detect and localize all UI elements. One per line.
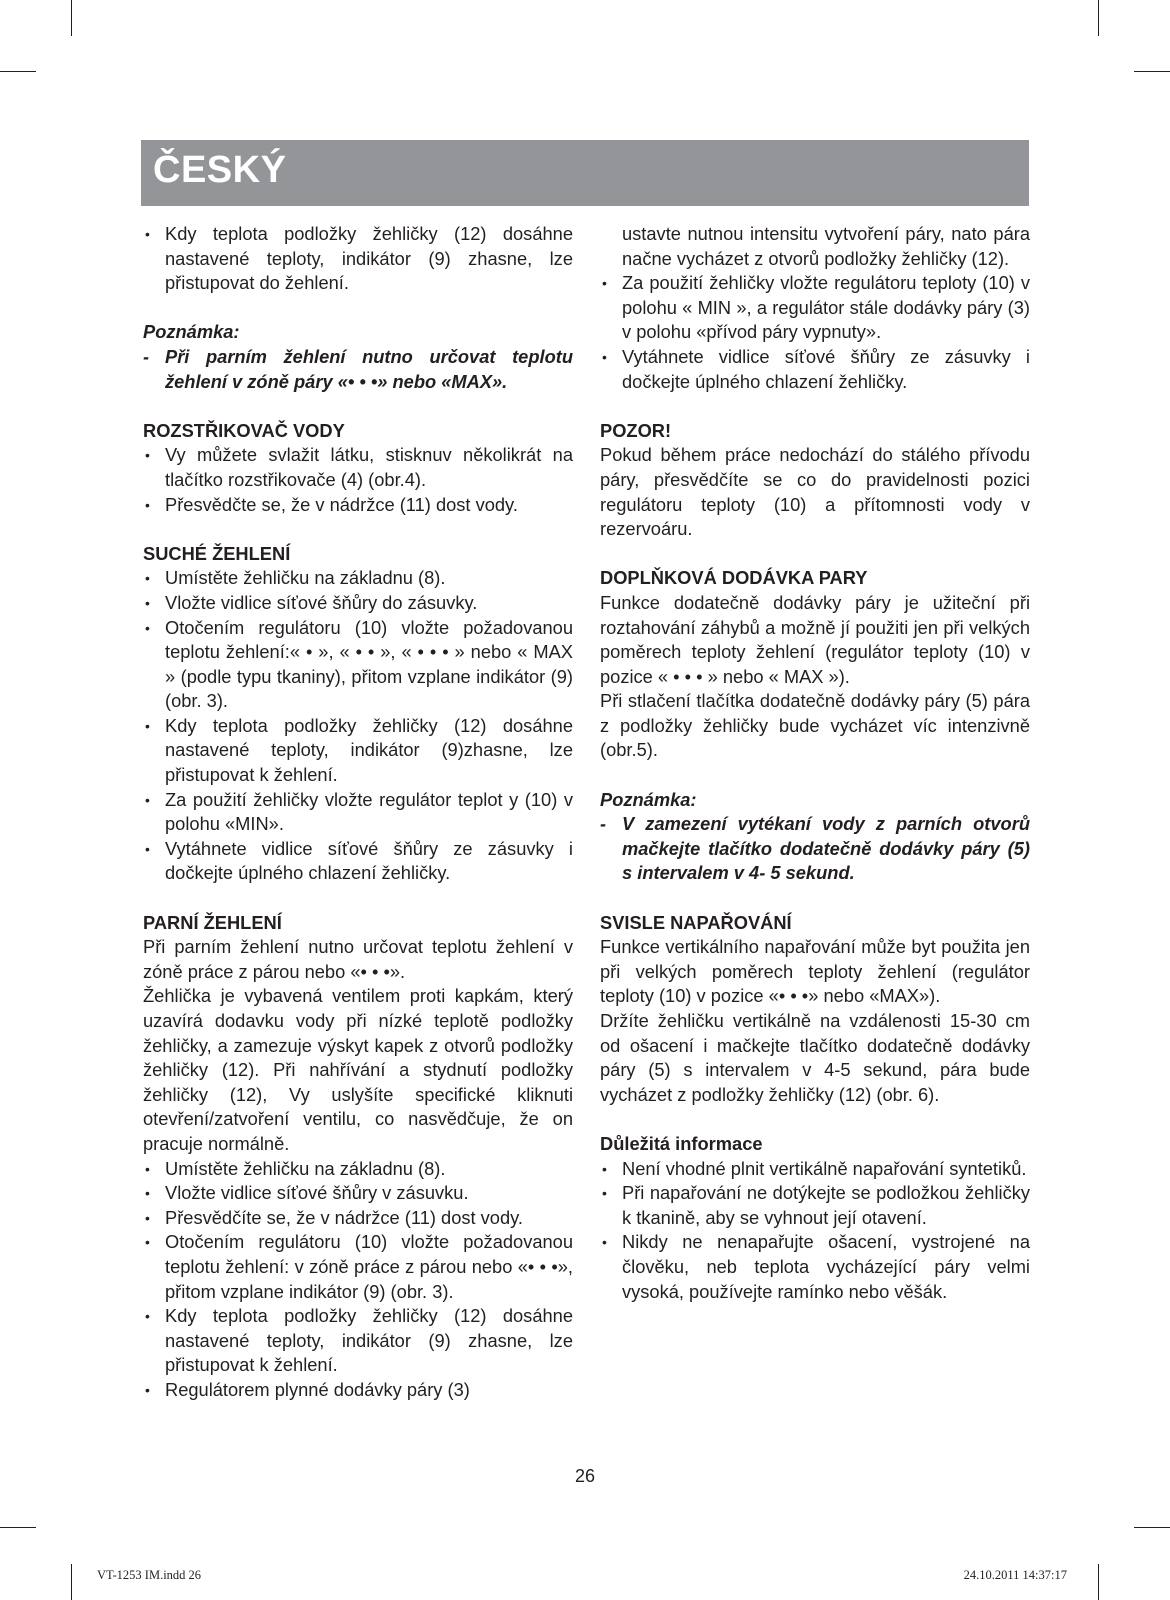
list-item: • Vložte vidlice síťové šňůry v zásuvku. (143, 1181, 573, 1206)
section-heading-extra-steam: DOPLŇKOVÁ DODÁVKA PARY (600, 567, 868, 589)
section-heading-vertical-steam: SVISLE NAPAŘOVÁNÍ (600, 911, 792, 933)
crop-mark (1098, 1564, 1099, 1600)
crop-mark (71, 1564, 72, 1600)
list-item: • Za použití žehličky vložte regulátoru teploty (10) v polohu « MIN », a regulátor stále dodávky páry (3) v polohu «přívod páry vypnuty». (600, 271, 1030, 345)
crop-mark (1098, 0, 1099, 36)
right-column (600, 222, 1030, 1304)
page-title: ČESKÝ (153, 149, 287, 191)
section-heading-steam-ironing: PARNÍ ŽEHLENÍ (143, 911, 282, 933)
steam-ironing-list (143, 1157, 573, 1403)
crop-mark (1134, 71, 1170, 72)
list-item: • Vložte vidlice síťové šňůry do zásuvky. (143, 591, 573, 616)
dry-ironing-list (143, 566, 573, 886)
crop-mark (0, 1527, 36, 1528)
list-item: • Vytáhnete vidlice síťové šňůry ze zásuvky i dočkejte úplného chlazení žehličky. (600, 345, 1030, 394)
note-list (143, 345, 573, 394)
list-item: • Nikdy ne nenapařujte ošacení, vystrojené na člověku, neb teplota vycházející páry velmi vysoká, používejte ramínko nebo věšák. (600, 1230, 1030, 1304)
paragraph-continuation: ustavte nutnou intensitu vytvoření páry, nato pára načne vycházet z otvorů podložky žehličky (12). (622, 223, 1030, 269)
list-item: • Kdy teplota podložky žehličky (12) dosáhne nastavené teploty, indikátor (9)zhasne, lze přistupovat k žehlení. (143, 714, 573, 788)
left-column (143, 222, 573, 1403)
list-item: • Kdy teplota podložky žehličky (12) dosáhne nastavené teploty, indikátor (9) zhasne, lze přistupovat k žehlení. (143, 1304, 573, 1378)
steam-ironing-list-continued (600, 271, 1030, 394)
sprayer-list (143, 443, 573, 517)
section-heading-important: Důležitá informace (600, 1132, 763, 1154)
crop-mark (0, 71, 36, 72)
paragraph: Pokud během práce nedochází do stálého přívodu páry, přesvědčíte se co do pravidelnosti pozici regulátoru teploty (10) a přítomnosti vody v rezervoáru. (600, 444, 1030, 540)
list-item: • Přesvědčíte se, že v nádržce (11) dost vody. (143, 1206, 573, 1231)
intro-list (143, 222, 573, 296)
print-slug-date: 24.10.2011 14:37:17 (963, 1568, 1067, 1582)
note-list (600, 812, 1030, 886)
note-heading: Poznámka: (143, 321, 240, 343)
print-slug-file: VT-1253 IM.indd 26 (97, 1568, 202, 1582)
section-heading-dry-ironing: SUCHÉ ŽEHLENÍ (143, 542, 291, 564)
list-item: • Otočením regulátoru (10) vložte požadovanou teplotu žehlení:« • », « • • », « • • • » nebo « MAX » (podle typu tkaniny), přitom vzplane indikátor (9) (obr. 3). (143, 616, 573, 714)
section-heading-sprayer: ROZSTŘIKOVAČ VODY (143, 419, 345, 441)
paragraph: Funkce vertikálního napařování může byt použita jen při velkých poměrech teploty žehlení (regulátor teploty (10) v pozice «• • •» nebo «MAX»). (600, 936, 1030, 1007)
list-item: • Při napařování ne dotýkejte se podložkou žehličky k tkanině, aby se vyhnout její otavení. (600, 1181, 1030, 1230)
crop-mark (1134, 1527, 1170, 1528)
list-item: • Přesvědčte se, že v nádržce (11) dost vody. (143, 493, 573, 518)
list-item: • Není vhodné plnit vertikálně napařování syntetiků. (600, 1157, 1030, 1182)
note-heading: Poznámka: (600, 788, 697, 810)
list-item: • Vytáhnete vidlice síťové šňůry ze zásuvky i dočkejte úplného chlazení žehličky. (143, 837, 573, 886)
list-item: • Umístěte žehličku na základnu (8). (143, 1157, 573, 1182)
list-item: • Regulátorem plynné dodávky páry (3) (143, 1378, 573, 1403)
page-number: 26 (574, 1466, 596, 1486)
note-text: - Při parním žehlení nutno určovat teplotu žehlení v zóně páry «• • •» nebo «MAX». (143, 345, 573, 394)
section-heading-warning: POZOR! (600, 419, 672, 441)
list-item: • Otočením regulátoru (10) vložte požadovanou teplotu žehlení: v zóně práce z párou nebo «• • •», přitom vzplane indikátor (9) (obr. 3). (143, 1230, 573, 1304)
language-header (141, 140, 1029, 206)
paragraph: Držíte žehličku vertikálně na vzdálenosti 15-30 cm od ošacení i mačkejte tlačítko dodatečně dodávky páry (5) s intervalem v 4-5 sekund, pára bude vycházet z podložky žehličky (12) (obr. 6). (600, 1010, 1030, 1105)
list-item: • Kdy teplota podložky žehličky (12) dosáhne nastavené teploty, indikátor (9) zhasne, lze přistupovat do žehlení. (143, 222, 573, 296)
paragraph: Žehlička je vybavená ventilem proti kapkám, který uzavírá dodavku vody při nízké teplotě podložky žehličky, a zamezuje výskyt kapek z otvorů podložky žehličky (12). Při nahřívání a stydnutí podložky žehličky (12), Vy uslyšíte specifické kliknuti otevření/zatvoření ventilu, co nasvědčuje, že on pracuje normálně. (143, 985, 573, 1154)
paragraph: Funkce dodatečně dodávky páry je užiteční při roztahování záhybů a možně jí použiti jen při velkých poměrech teploty žehlení (regulátor teploty (10) v pozice « • • • » nebo « MAX »). (600, 591, 1030, 687)
crop-mark (71, 0, 72, 36)
list-item: • Za použití žehličky vložte regulátor teplot y (10) v polohu «MIN». (143, 788, 573, 837)
paragraph: Při parním žehlení nutno určovat teplotu žehlení v zóně práce z párou nebo «• • •». (143, 936, 573, 982)
important-list (600, 1157, 1030, 1305)
list-item: • Umístěte žehličku na základnu (8). (143, 566, 573, 591)
paragraph: Při stlačení tlačítka dodatečně dodávky páry (5) pára z podložky žehličky bude vycházet víc intenzivně (obr.5). (600, 690, 1030, 761)
note-text: - V zamezení vytékaní vody z parních otvorů mačkejte tlačítko dodatečně dodávky páry (5) s intervalem v 4- 5 sekund. (600, 812, 1030, 886)
list-item: • Vy můžete svlažit látku, stisknuv několikrát na tlačítko rozstřikovače (4) (obr.4). (143, 443, 573, 492)
